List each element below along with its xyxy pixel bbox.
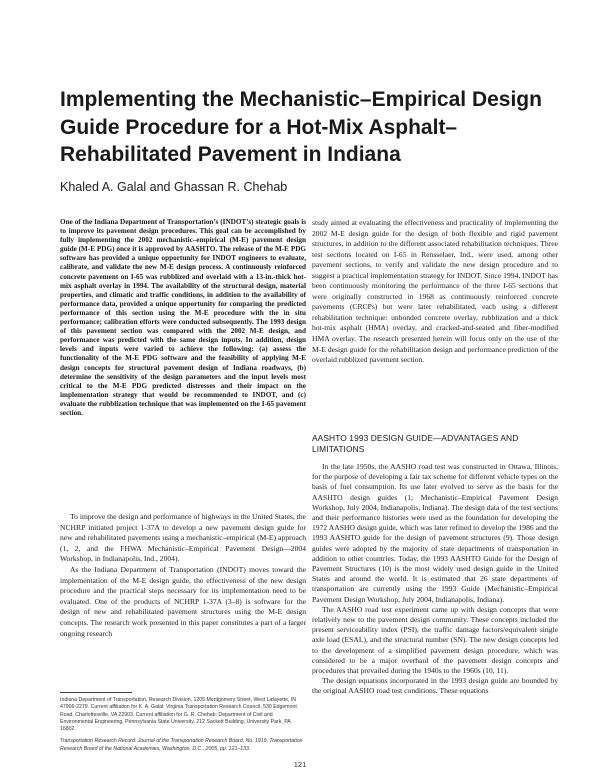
footnote-divider bbox=[60, 692, 132, 693]
section-heading: AASHTO 1993 DESIGN GUIDE—ADVANTAGES AND LIMITATIONS bbox=[312, 433, 519, 454]
intro-continuation: study aimed at evaluating the effectiveness and practicality of implementing the 2002 M-E design guide for the design of both flexible and rigid pavement structures, in addition to the different associated rehabilitation techniques. Three test sections located on I-65 in Rensselaer, Ind., were used, among other pavement sections, to verify and validate the new design procedure and to suggest a practical implementation strategy for INDOT. Since 1994, INDOT has been continuously monitoring the performance of the three I-65 sections that were originally constructed in 1968 as continuously reinforced concrete pavements (CRCPs) but were later rehabilitated, each using a different rehabilitation technique: unbonded concrete overlay, rubblization and a thick hot-mix asphalt (HMA) overlay, and cracked-and-seated and fiber-modified HMA overlay. The research presented herein will focus only on the use of the M-E design guide for the rehabilitation design and performance prediction of the overlaid rubblized pavement section. bbox=[312, 218, 558, 365]
footnote bbox=[60, 697, 306, 758]
aashto-section bbox=[312, 462, 558, 697]
paper-title: Implementing the Mechanistic–Empirical Design Guide Procedure for a Hot-Mix Asphalt–Rehabilitated Pavement in Indiana bbox=[60, 88, 542, 166]
affiliation-note: Indiana Department of Transportation, Research Division, 1205 Montgomery Street, West Lafayette, IN 47906-2279. Current affiliation for K. A. Galal: Virginia Transportation Research Council, 530 Edgemont Road, Charlottesville, VA 22903. Current affiliation for G. R. Chehab: Department of Civil and Environmental Engineering, Pennsylvania State University, 212 Sackett Building, University Park, PA 16802. bbox=[60, 697, 297, 733]
source-citation: Transportation Research Record: Journal of the Transportation Research Board, No. 1919, Transportation Research Board of the National Academies, Washington, D.C., 2005, pp. 121–133. bbox=[60, 738, 303, 752]
intro-paragraph: As the Indiana Department of Transportation (INDOT) moves toward the implementation of the M-E design guide, the effectiveness of the new design procedure and the practical steps necessary for its implementation need to be evaluated. One of the products of NCHRP 1-37A (3–8) is software for the design of new and rehabilitated pavement structures using the M-E design concepts. The research work presented in this paper constitutes a part of a larger ongoing research bbox=[60, 564, 306, 638]
authors: Khaled A. Galal and Ghassan R. Chehab bbox=[60, 180, 288, 194]
section-paragraph: The design equations incorporated in the 1993 design guide are bounded by the original AASHO road test conditions. These equations bbox=[312, 676, 558, 696]
section-paragraph: In the late 1950s, the AASHO road test was constructed in Ottawa, Illinois, for the purpose of developing a fair tax scheme for different vehicle types on the basis of fuel consumption. Its use later evolved to serve as the basis for the AASHTO design guides (1; Mechanistic–Empirical Pavement Design Workshop, July 2004, Indianapolis, Indiana). The design data of the test sections and their performance histories were used as the foundation for developing the 1972 AASHO design guide, which was later refined to develop the 1986 and the 1993 AASHTO guide for the design of pavement structures (9). Those design guides were adopted by the majority of state departments of transportation in addition to other countries. Today, the 1993 AASHTO Guide for the Design of Pavement Structures (10) is the most widely used design guide in the United States and around the world. It is estimated that 26 state departments of transportation are currently using the 1993 Guide (Mechanistic–Empirical Pavement Design Workshop, July 2004, Indianapolis, Indiana). bbox=[312, 462, 558, 604]
introduction bbox=[60, 512, 306, 639]
page-number: 121 bbox=[293, 760, 307, 769]
intro-paragraph: To improve the design and performance of highways in the United States, the NCHRP initiated project 1-37A to develop a new pavement design guide for new and rehabilitated pavements using a mechanistic–empirical (M-E) approach (1, 2, and the FHWA Mechanistic–Empirical Pavement Design—2004 Workshop, in Indianapolis, Ind., 2004). bbox=[60, 512, 306, 564]
right-column-intro bbox=[312, 218, 558, 366]
abstract: One of the Indiana Department of Transportation’s (INDOT’s) strategic goals is to improve its pavement design procedures. This goal can be accomplished by fully implementing the 2002 mechanistic–empirical (M-E) pavement design guide (M-E PDG) once it is approved by AASHTO. The release of the M-E PDG software has provided a unique opportunity for INDOT engineers to evaluate, calibrate, and validate the new M-E design process. A continuously reinforced concrete pavement on I-65 was rubblized and overlaid with a 13-in.-thick hot-mix asphalt overlay in 1994. The availability of the structural design, material properties, and climatic and traffic conditions, in addition to the availability of performance data, provided a unique opportunity for comparing the predicted performance of this section using the M-E procedure with the in situ performance; calibration efforts were conducted subsequently. The 1993 design of this pavement section was compared with the 2002 M-E design, and performance was predicted with the same design inputs. In addition, design levels and inputs were varied to achieve the following: (a) assess the functionality of the M-E PDG software and the feasibility of applying M-E design concepts for structural pavement design of Indiana roadways, (b) determine the sensitivity of the design parameters and the input levels most critical to the M-E PDG predicted distresses and their impact on the implementation strategy that would be recommended to INDOT, and (c) evaluate the rubblization technique that was implemented on the I-65 pavement section. bbox=[60, 218, 306, 417]
section-paragraph: The AASHO road test experiment came up with design concepts that were relatively new to the pavement design community. These concepts included the present serviceability index (PSI), the traffic damage factors/equivalent single axle load (ESAL), and the structural number (SN). The new design concepts led to the development of a simplified pavement design procedure, which was considered to be a major overhaul of the pavement design concepts and procedures that prevailed during the 1940s to the 1960s (10, 11). bbox=[312, 604, 558, 676]
